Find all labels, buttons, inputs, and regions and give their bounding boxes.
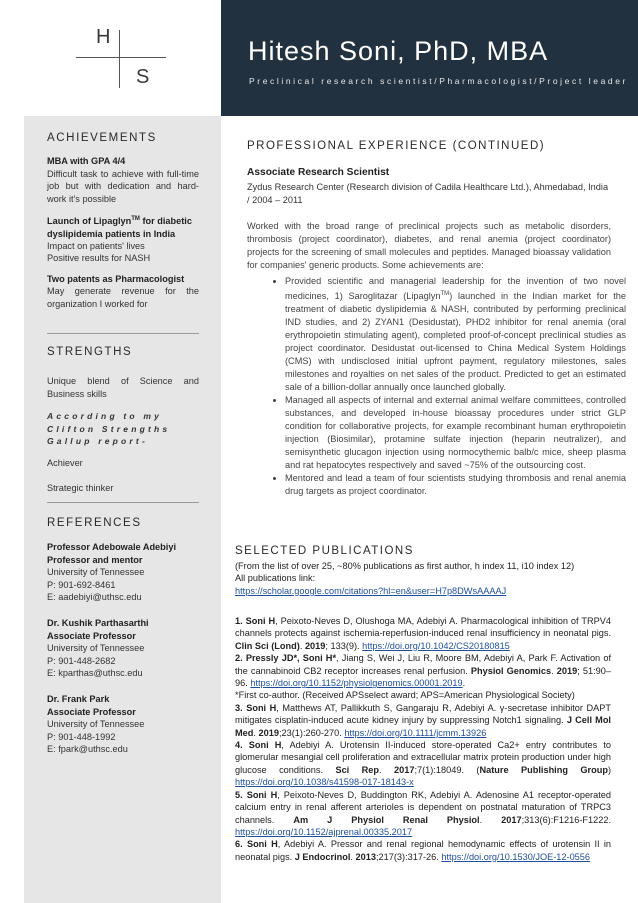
strength-item: Achiever (47, 458, 83, 469)
doi-link[interactable]: https://doi.org/10.1152/physiolgenomics.00001.2019 (250, 678, 463, 689)
google-scholar-link[interactable]: https://scholar.google.com/citations?hl=en&user=H7p8DWsAAAAJ (235, 585, 507, 596)
reference-phone: P: 901-448-2682 (47, 655, 116, 666)
reference-email[interactable]: E: kparthas@uthsc.edu (47, 668, 143, 679)
experience-heading: PROFESSIONAL EXPERIENCE (CONTINUED) (247, 140, 546, 152)
reference-entry (47, 541, 199, 603)
achievement-text: Positive results for NASH (47, 253, 151, 264)
doi-link[interactable]: https://doi.org/10.1042/CS20180815 (362, 640, 510, 651)
publication-item: 1. Soni H, Peixoto-Neves D, Olushoga MA, Adebiyi A. Pharmacological inhibition of TRPV4 channels protects against ischemia-reperfusion-induced renal insufficiency in neonatal pigs. Clin Sci (Lond). 2019; 133(9). https://doi.org/10.1042/CS20180815 (235, 616, 611, 651)
logo-letter-h: H (96, 26, 111, 48)
strengths-heading: STRENGTHS (47, 346, 133, 358)
reference-org: University of Tennessee (47, 643, 145, 654)
references-section (47, 517, 199, 756)
section-divider (47, 333, 199, 334)
job-intro: Worked with the broad range of preclinical projects such as metabolic disorders, thrombosis (project coordinator), diabetes, and renal anemia (project coordinator) projects for the screening of small molecules and peptides. Managed bioassay validation for companies' generic products. Some achievements are: (247, 221, 611, 270)
achievement-bullets (270, 275, 626, 498)
publication-item: 6. Soni H, Adebiyi A. Pressor and renal regional hemodynamic effects of urotensin II in neonatal pigs. J Endocrinol. 2013;217(3):317-26. https://doi.org/10.1530/JOE-12-0556 (235, 839, 612, 862)
logo-letter-s: S (136, 66, 150, 88)
reference-role: Associate Professor (47, 630, 136, 641)
candidate-subtitle: Preclinical research scientist/Pharmacologist/Project leader (249, 76, 628, 86)
achievement-title: MBA with GPA 4/4 (47, 156, 126, 167)
reference-role: Associate Professor (47, 706, 136, 717)
logo-divider-horizontal (76, 57, 166, 58)
reference-name: Dr. Frank Park (47, 694, 110, 705)
candidate-name: Hitesh Soni, PhD, MBA (248, 36, 549, 66)
gallup-label: According to my Clifton Strengths Gallup report- (47, 411, 171, 447)
reference-email[interactable]: E: fpark@uthsc.edu (47, 744, 128, 755)
publication-item: 4. Soni H, Adebiyi A. Urotensin II-induced store-operated Ca2+ entry contributes to glomerular mesangial cell proliferation and extracellular matrix protein production under high glucose conditions. Sci Rep. 2017;7(1):18049. (Nature Publishing Group) https://doi.org/10.1038/s41598-017-18143-x (235, 740, 611, 788)
achievement-title: Launch of Lipaglyn™ for diabetic dyslipidemia patients in India (47, 216, 192, 239)
doi-link[interactable]: https://doi.org/10.1530/JOE-12-0556 (441, 851, 591, 862)
doi-link[interactable]: https://doi.org/10.1111/jcmm.13926 (344, 727, 487, 738)
publications-link-label: All publications link: (235, 573, 316, 584)
publication-item: 3. Soni H, Matthews AT, Pallikkuth S, Gangaraju R, Adebiyi A. γ-secretase inhibitor DAPT mitigates cisplatin-induced acute kidney injury by suppressing Notch1 signaling. J Cell Mol Med. 2019;23(1):260-270. https://doi.org/10.1111/jcmm.13926 (235, 702, 611, 738)
achievement-text: May generate revenue for the organization I worked for (47, 286, 199, 309)
publication-list (235, 615, 611, 863)
bullet-item: • Mentored and lead a team of four scientists studying thrombosis and renal anemia drug targets as project coordinator. (285, 472, 626, 498)
strength-item: Strategic thinker (47, 482, 114, 493)
strengths-section (47, 346, 199, 494)
reference-phone: P: 901-692-8461 (47, 579, 116, 590)
doi-link[interactable]: https://doi.org/10.1038/s41598-017-18143-x (235, 777, 414, 788)
doi-link[interactable]: https://doi.org/10.1152/ajprenal.00335.2017 (235, 826, 413, 837)
reference-org: University of Tennessee (47, 719, 145, 730)
achievement-text: Difficult task to achieve with full-time job but with dedication and hard-work it's possible (47, 168, 199, 204)
references-heading: REFERENCES (47, 517, 142, 529)
reference-role: Professor and mentor (47, 554, 143, 565)
publications-heading: SELECTED PUBLICATIONS (235, 545, 414, 557)
achievements-section (47, 132, 199, 310)
achievements-heading: ACHIEVEMENTS (47, 132, 157, 144)
reference-org: University of Tennessee (47, 567, 145, 578)
reference-phone: P: 901-448-1992 (47, 731, 116, 742)
reference-entry (47, 693, 199, 755)
reference-email[interactable]: E: aadebiyi@uthsc.edu (47, 592, 142, 603)
achievement-title: Two patents as Pharmacologist (47, 273, 185, 284)
strength-text: Unique blend of Science and Business skills (47, 376, 199, 399)
publication-item: 5. Soni H, Peixoto-Neves D, Buddington RK, Adebiyi A. Adenosine A1 receptor-operated calcium entry in renal afferent arterioles is dependent on postnatal maturation of TRPC3 channels. Am J Physiol Renal Physiol. 2017;313(6):F1216-F1222. https://doi.org/10.1152/ajprenal.00335.2017 (235, 789, 612, 837)
job-title: Associate Research Scientist (247, 167, 390, 178)
job-organization: Zydus Research Center (Research division of Cadila Healthcare Ltd.), Ahmedabad, India / 2004 – 2011 (247, 182, 609, 205)
reference-entry (47, 617, 199, 679)
publications-summary: (From the list of over 25, ~80% publications as first author, h index 11, i10 index 12) (235, 561, 575, 571)
bullet-item: • Provided scientific and managerial leadership for the invention of two novel medicines, 1) Saroglitazar (Lipaglyn™) launched in the Indian market for the treatment of diabetic dyslipidemia & NASH, contributed by performing preclinical IND studies, and 2) ZYAN1 (Desidustat), PHD2 inhibitor for renal anemia (oral erythropoietin stimulating agent), completed proof-of-concept preclinical studies as project coordinator. Desidustat out-licensed to China Medical System Holdings (CMS) with undisclosed initial upfront payment, regulatory milestones, sales milestones and royalties on net sales of the product. Predicted to get an estimated sale of a billion-dollar annually once launched globally. (285, 275, 626, 394)
reference-name: Dr. Kushik Parthasarthi (47, 618, 149, 629)
achievement-text: Impact on patients' lives (47, 240, 145, 251)
publication-item: 2. Pressly JD*, Soni H*, Jiang S, Wei J, Liu R, Moore BM, Adebiyi A, Park F. Activation of the cannabinoid CB2 receptor increases renal perfusion. Physiol Genomics. 2019; 51:90–96. https://doi.org/10.1152/physiolgenomics.00001.2019. (235, 653, 612, 689)
bullet-item: • Managed all aspects of internal and external animal welfare committees, controlled substances, and developed in-house bioassay procedures under strict GLP condition for collaborative projects, for example recombinant human erythropoietin injection (Biosimilar), protamine sulfate injection (heparin neutralizer), and semisynthetic glucagon injection using normocythemic balb/c mice, sheep plasma and rat hepatocytes respectively and saved ~75% of the outsourcing cost. (285, 394, 626, 472)
reference-name: Professor Adebowale Adebiyi (47, 542, 176, 553)
publication-note: *First co-author. (Received APSselect award; APS=American Physiological Society) (235, 690, 575, 701)
publications-intro (235, 560, 611, 597)
section-divider (47, 502, 199, 503)
logo-divider-vertical (119, 30, 120, 88)
logo (24, 0, 221, 116)
